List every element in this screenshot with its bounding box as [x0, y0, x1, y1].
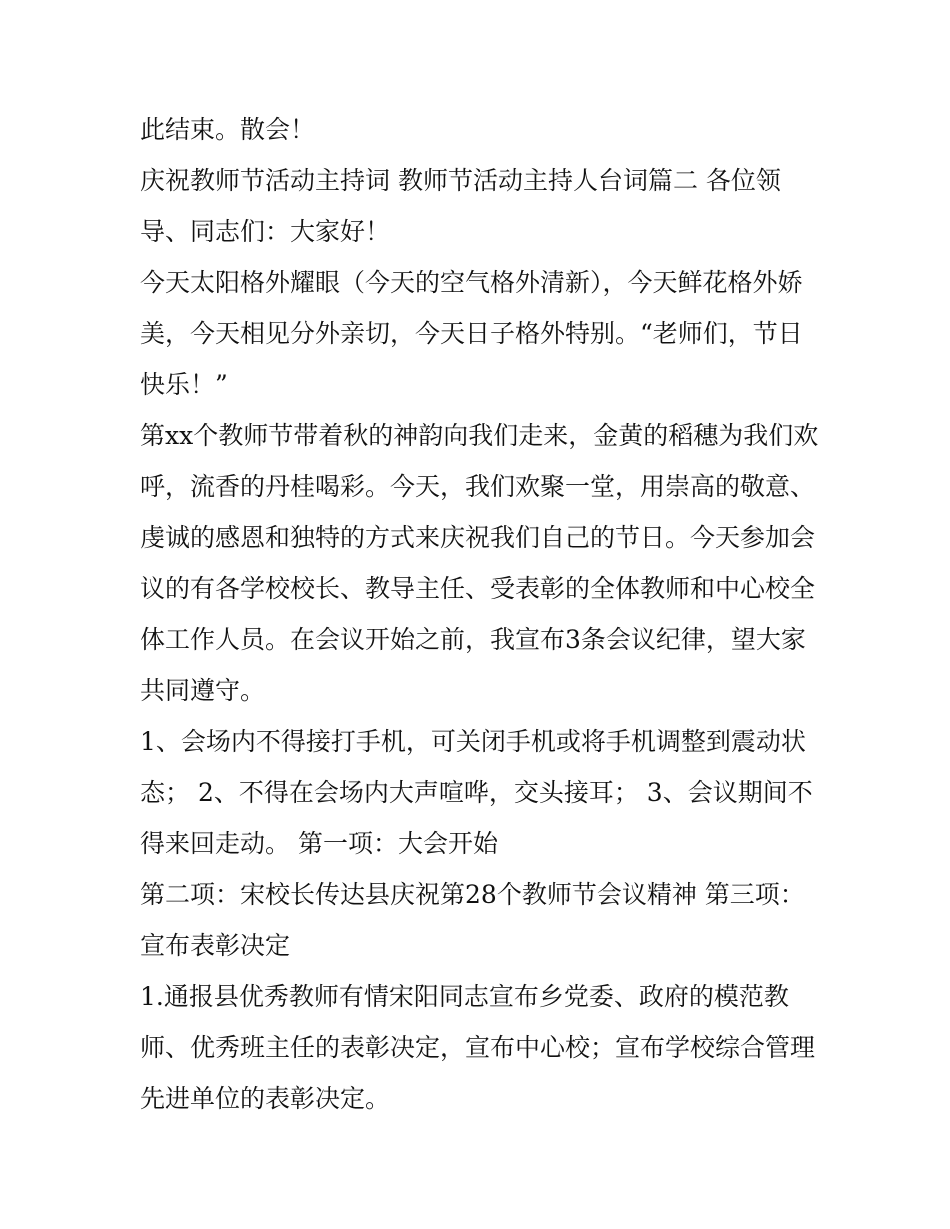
paragraph-rules: 1、会场内不得接打手机，可关闭手机或将手机调整到震动状态； 2、不得在会场内大声喧哗，交头接耳； 3、会议期间不得来回走动。 第一项：大会开始 — [140, 727, 813, 858]
document-body — [140, 104, 820, 1124]
paragraph-closing: 此结束。散会！ — [140, 115, 316, 144]
paragraph-commendation: 1.通报县优秀教师有情宋阳同志宣布乡党委、政府的模范教师、优秀班主任的表彰决定，宣布中心校；宣布学校综合管理先进单位的表彰决定。 — [140, 982, 816, 1113]
paragraph-title-greeting: 庆祝教师节活动主持词 教师节活动主持人台词篇二 各位领导、同志们：大家好！ — [140, 166, 781, 246]
paragraph-agenda: 第二项：宋校长传达县庆祝第28个教师节会议精神 第三项：宣布表彰决定 — [140, 880, 805, 960]
paragraph-opening: 今天太阳格外耀眼（今天的空气格外清新），今天鲜花格外娇美，今天相见分外亲切，今天日子格外特别。“老师们，节日快乐！” — [140, 268, 803, 399]
paragraph-introduction: 第xx个教师节带着秋的神韵向我们走来，金黄的稻穗为我们欢呼，流香的丹桂喝彩。今天，我们欢聚一堂，用崇高的敬意、虔诚的感恩和独特的方式来庆祝我们自己的节日。今天参加会议的有各学校校长、教导主任、受表彰的全体教师和中心校全体工作人员。在会议开始之前，我宣布3条会议纪律，望大家共同遵守。 — [140, 421, 819, 705]
